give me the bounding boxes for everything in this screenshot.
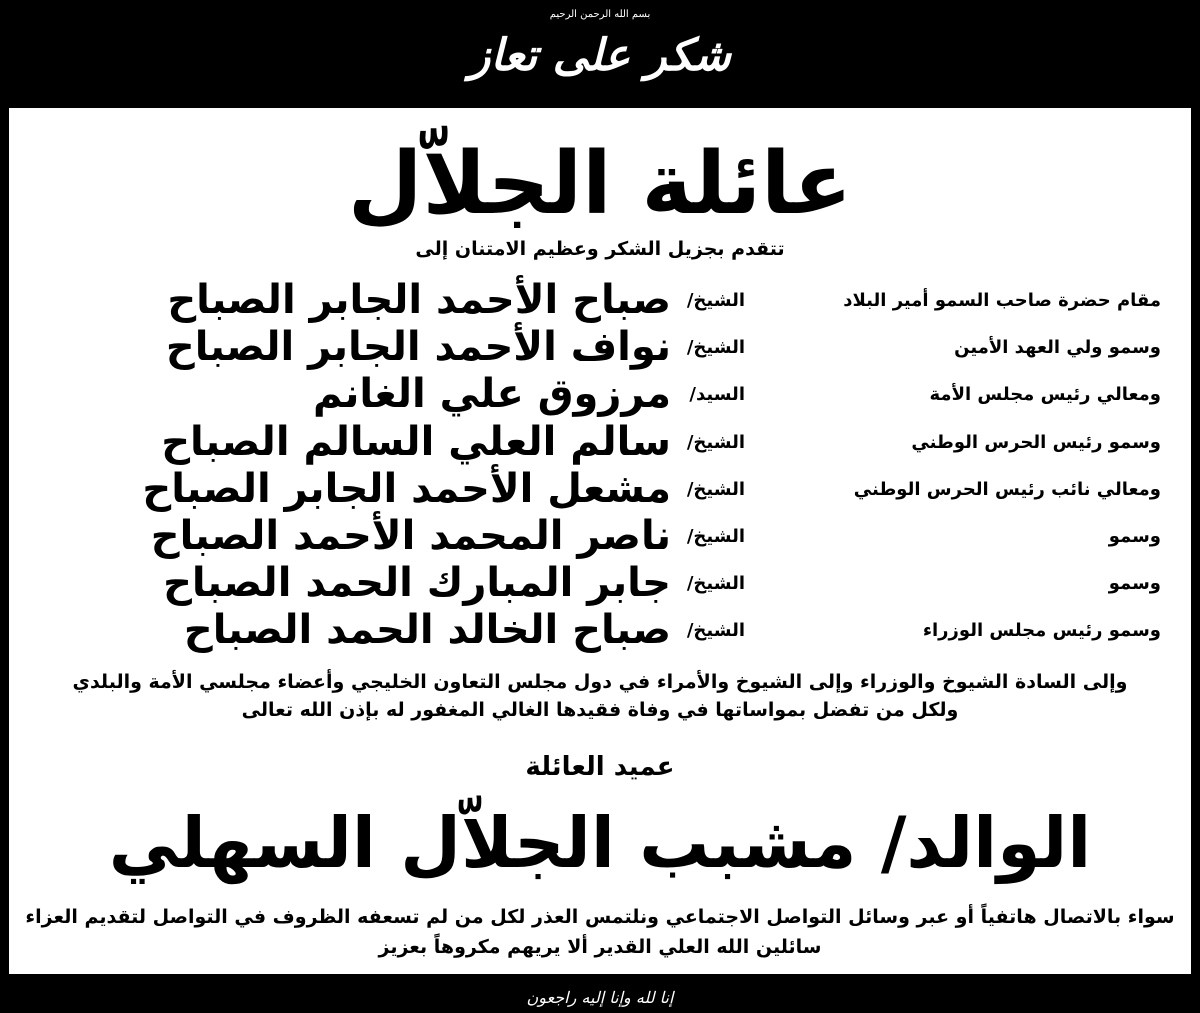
dignitary-honorific: الشيخ/ (686, 290, 745, 311)
quran-verse-calligraphy: إنا لله وإنا إليه راجعون (526, 988, 674, 1007)
thanks-line: ولكل من تفضل بمواساتها في وفاة فقيدها الغالي المغفور له بإذن الله تعالى (241, 699, 959, 721)
dignitary-name: مشعل الأحمد الجابر الصباح (142, 465, 671, 512)
dignitary-name: صباح الخالد الحمد الصباح (183, 607, 671, 654)
dignitary-row (9, 276, 1191, 323)
bismillah-text: بسم الله الرحمن الرحيم (549, 9, 651, 20)
dignitary-role: ومعالي رئيس مجلس الأمة (929, 384, 1161, 406)
announcement-panel (9, 108, 1191, 974)
dignitary-honorific: السيد/ (689, 384, 745, 406)
closing-line: سائلين الله العلي القدير ألا يريهم مكروهاً بعزيز (378, 936, 822, 958)
dignitary-name: سالم العلي السالم الصباح (161, 418, 671, 465)
dignitary-row (9, 606, 1191, 653)
dignitary-honorific: الشيخ/ (686, 620, 745, 642)
dignitary-name: ناصر المحمد الأحمد الصباح (150, 512, 671, 559)
dignitary-name: نواف الأحمد الجابر الصباح (165, 324, 671, 371)
dignitary-role: وسمو (1108, 573, 1161, 595)
dignitary-role: مقام حضرة صاحب السمو أمير البلاد (843, 290, 1161, 311)
dignitary-name: صباح الأحمد الجابر الصباح (167, 277, 671, 323)
thanks-line: وإلى السادة الشيوخ والوزراء وإلى الشيوخ والأمراء في دول مجلس التعاون الخليجي وأعضاء مجلسي الأمة والبلدي (72, 671, 1128, 693)
dignitary-row (9, 323, 1191, 370)
dean-label: عميد العائلة (525, 752, 675, 782)
dignitary-row (9, 512, 1191, 559)
closing-line: سواء بالاتصال هاتفياً أو عبر وسائل التواصل الاجتماعي ونلتمس العذر لكل من لم تسعفه الظروف في التواصل لتقديم العزاء (25, 906, 1175, 928)
dignitary-row (9, 559, 1191, 606)
dignitary-honorific: الشيخ/ (686, 525, 745, 547)
dignitary-row (9, 370, 1191, 417)
patriarch-name: الوالد/ مشبب الجلاّل السهلي (108, 802, 1092, 884)
dignitary-row (9, 418, 1191, 465)
dignitary-role: وسمو (1108, 525, 1161, 547)
dignitary-honorific: الشيخ/ (686, 478, 745, 500)
dignitary-role: ومعالي نائب رئيس الحرس الوطني (853, 478, 1161, 500)
footer-band (0, 974, 1200, 1013)
thanks-calligraphy: شكر على تعاز (469, 30, 731, 81)
dignitary-name: جابر المبارك الحمد الصباح (163, 560, 671, 607)
family-title: عائلة الجلاّل (347, 134, 853, 234)
dignitary-row (9, 465, 1191, 512)
dignitaries-list (9, 276, 1191, 654)
dignitary-role: وسمو ولي العهد الأمين (954, 337, 1161, 359)
dignitary-honorific: الشيخ/ (686, 431, 745, 453)
header-band (0, 0, 1200, 108)
dignitary-role: وسمو رئيس مجلس الوزراء (922, 620, 1161, 642)
intro-line: تتقدم بجزيل الشكر وعظيم الامتنان إلى (415, 238, 785, 260)
dignitary-honorific: الشيخ/ (686, 337, 745, 359)
dignitary-role: وسمو رئيس الحرس الوطني (911, 431, 1161, 453)
dignitary-name: مرزوق علي الغانم (313, 371, 671, 418)
dignitary-honorific: الشيخ/ (686, 573, 745, 595)
